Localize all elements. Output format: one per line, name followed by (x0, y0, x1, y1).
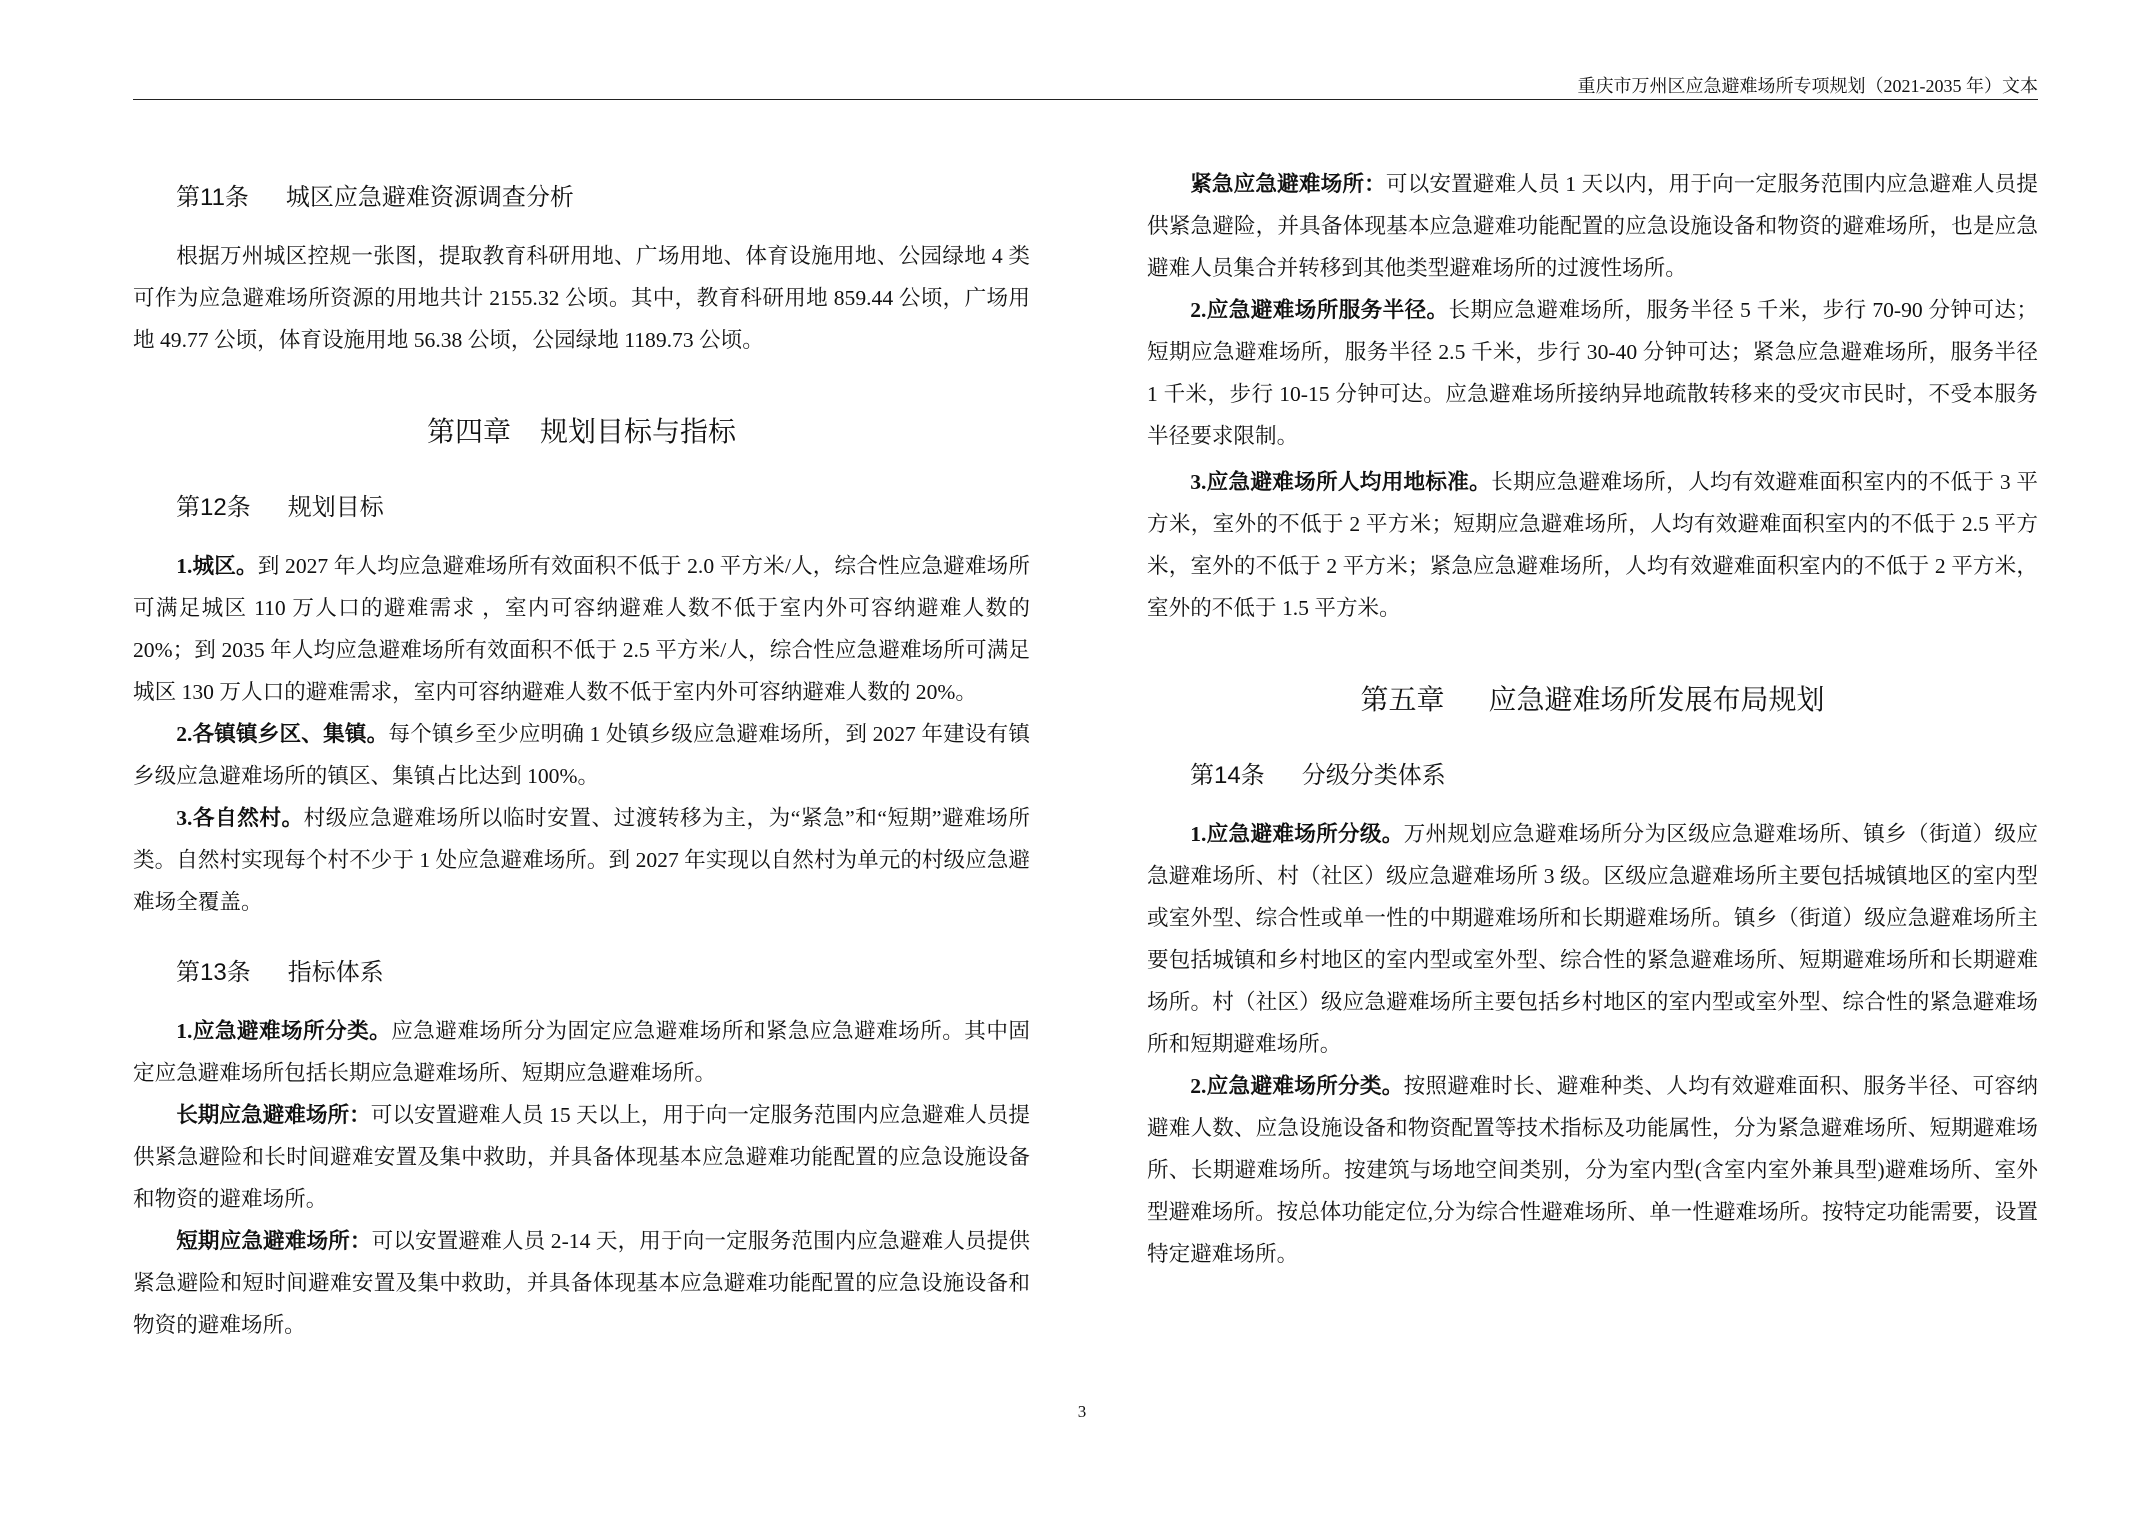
paragraph-text: 村级应急避难场所以临时安置、过渡转移为主，为“紧急”和“短期”避难场所类。自然村实现每个村不少于 1 处应急避难场所。到 2027 年实现以自然村为单元的村级应急避难场全覆盖。 (133, 806, 1030, 914)
paragraph (133, 1010, 1030, 1094)
paragraph (133, 1220, 1030, 1346)
paragraph-text: 可以安置避难人员 1 天以内，用于向一定服务范围内应急避难人员提供紧急避险，并具备体现基本应急避难功能配置的应急设施设备和物资的避难场所，也是应急避难人员集合并转移到其他类型避难场所的过渡性场所。 (1147, 172, 2038, 280)
paragraph-lead: 2.各镇镇乡区、集镇。 (176, 722, 389, 746)
paragraph-lead: 1.城区。 (176, 554, 258, 578)
paragraph-text: 长期应急避难场所，人均有效避难面积室内的不低于 3 平方米，室外的不低于 2 平方米；短期应急避难场所，人均有效避难面积室内的不低于 2.5 平方米，室外的不低于 2 平方米；紧急应急避难场所，人均有效避难面积室内的不低于 2 平方米，室外的不低于 1.5 平方米。 (1147, 470, 2038, 620)
paragraph-text: 长期应急避难场所，服务半径 5 千米，步行 70-90 分钟可达；短期应急避难场所，服务半径 2.5 千米，步行 30-40 分钟可达；紧急应急避难场所，服务半径 1 千米，步行 10-15 分钟可达。应急避难场所接纳异地疏散转移来的受灾市民时，不受本服务半径要求限制。 (1147, 298, 2038, 448)
paragraph (1147, 813, 2038, 1065)
article-number: 第14条 (1190, 762, 1265, 789)
header-rule (133, 99, 2038, 100)
paragraph-lead: 1.应急避难场所分类。 (176, 1019, 392, 1043)
paragraph-lead: 长期应急避难场所： (176, 1103, 371, 1127)
article-14-heading (1147, 755, 2038, 797)
article-number: 第11条 (176, 184, 249, 211)
article-number: 第12条 (176, 494, 251, 521)
paragraph (133, 713, 1030, 797)
chapter-4-heading (133, 411, 1030, 453)
paragraph-lead: 短期应急避难场所： (176, 1229, 372, 1253)
article-12-heading (133, 487, 1030, 529)
paragraph-text: 到 2027 年人均应急避难场所有效面积不低于 2.0 平方米/人，综合性应急避难场所可满足城区 110 万人口的避难需求 ，室内可容纳避难人数不低于室内外可容纳避难人数的 20%；到 2035 年人均应急避难场所有效面积不低于 2.5 平方米/人，综合性应急避难场所可满足城区 130 万人口的避难需求，室内可容纳避难人数不低于室内外可容纳避难人数的 20%。 (133, 554, 1030, 704)
paragraph (1147, 163, 2038, 289)
article-13-heading (133, 952, 1030, 994)
chapter-5-heading (1147, 679, 2038, 721)
chapter-title: 应急避难场所发展布局规划 (1488, 684, 1825, 715)
paragraph (133, 545, 1030, 713)
article-title: 指标体系 (287, 959, 384, 986)
chapter-number: 第五章 (1360, 684, 1445, 715)
paragraph-lead: 3.应急避难场所人均用地标准。 (1190, 470, 1492, 494)
chapter-title: 规划目标与指标 (540, 416, 737, 447)
paragraph-lead: 2.应急避难场所服务半径。 (1190, 298, 1449, 322)
paragraph-text: 应急避难场所分为固定应急避难场所和紧急应急避难场所。其中固定应急避难场所包括长期应急避难场所、短期应急避难场所。 (133, 1019, 1030, 1085)
paragraph (133, 1094, 1030, 1220)
article-11-heading (133, 177, 1030, 219)
paragraph (1147, 289, 2038, 457)
left-column (133, 177, 1030, 1346)
page-number: 3 (1077, 1402, 1087, 1421)
paragraph (133, 797, 1030, 923)
paragraph (133, 235, 1030, 361)
running-header-title: 重庆市万州区应急避难场所专项规划（2021-2035 年）文本 (1577, 76, 2038, 96)
chapter-number: 第四章 (426, 416, 511, 447)
paragraph-text: 可以安置避难人员 2-14 天，用于向一定服务范围内应急避难人员提供紧急避险和短时间避难安置及集中救助，并具备体现基本应急避难功能配置的应急设施设备和物资的避难场所。 (133, 1229, 1030, 1337)
paragraph-text: 可以安置避难人员 15 天以上，用于向一定服务范围内应急避难人员提供紧急避险和长时间避难安置及集中救助，并具备体现基本应急避难功能配置的应急设施设备和物资的避难场所。 (133, 1103, 1030, 1211)
paragraph-text: 按照避难时长、避难种类、人均有效避难面积、服务半径、可容纳避难人数、应急设施设备和物资配置等技术指标及功能属性，分为紧急避难场所、短期避难场所、长期避难场所。按建筑与场地空间类别，分为室内型(含室内室外兼具型)避难场所、室外型避难场所。按总体功能定位,分为综合性避难场所、单一性避难场所。按特定功能需要，设置特定避难场所。 (1147, 1074, 2038, 1266)
paragraph-lead: 1.应急避难场所分级。 (1190, 822, 1404, 846)
paragraph-lead: 紧急应急避难场所： (1190, 172, 1386, 196)
paragraph-lead: 3.各自然村。 (176, 806, 304, 830)
paragraph-text: 根据万州城区控规一张图，提取教育科研用地、广场用地、体育设施用地、公园绿地 4 类可作为应急避难场所资源的用地共计 2155.32 公顷。其中，教育科研用地 859.44 公顷，广场用地 49.77 公顷，体育设施用地 56.38 公顷，公园绿地 1189.73 公顷。 (133, 244, 1030, 352)
paragraph (1147, 461, 2038, 629)
article-number: 第13条 (176, 959, 251, 986)
paragraph (1147, 1065, 2038, 1275)
article-title: 城区应急避难资源调查分析 (285, 184, 574, 211)
paragraph-text: 每个镇乡至少应明确 1 处镇乡级应急避难场所，到 2027 年建设有镇乡级应急避难场所的镇区、集镇占比达到 100%。 (133, 722, 1030, 788)
right-column (1147, 163, 2038, 1275)
paragraph-lead: 2.应急避难场所分类。 (1190, 1074, 1404, 1098)
article-title: 规划目标 (287, 494, 384, 521)
article-title: 分级分类体系 (1301, 762, 1446, 789)
paragraph-text: 万州规划应急避难场所分为区级应急避难场所、镇乡（街道）级应急避难场所、村（社区）级应急避难场所 3 级。区级应急避难场所主要包括城镇地区的室内型或室外型、综合性或单一性的中期避难场所和长期避难场所。镇乡（街道）级应急避难场所主要包括城镇和乡村地区的室内型或室外型、综合性的紧急避难场所、短期避难场所和长期避难场所。村（社区）级应急避难场所主要包括乡村地区的室内型或室外型、综合性的紧急避难场所和短期避难场所。 (1147, 822, 2038, 1056)
